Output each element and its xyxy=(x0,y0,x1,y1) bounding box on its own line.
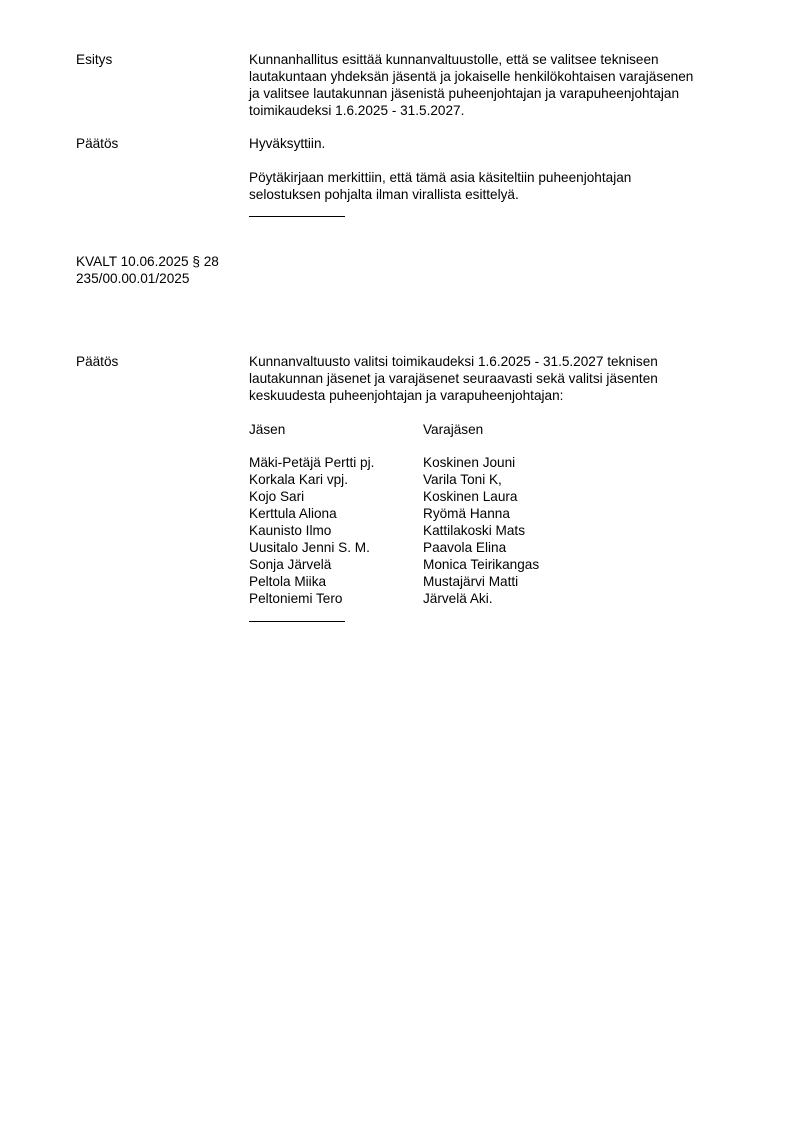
esitys-line: lautakuntaan yhdeksän jäsentä ja jokaiselle henkilökohtaisen varajäsenen xyxy=(249,69,694,84)
esitys-line: Kunnanhallitus esittää kunnanvaltuustolle, että se valitsee tekniseen xyxy=(249,52,659,67)
paatos-line: Kunnanvaltuusto valitsi toimikaudeksi 1.6.2025 - 31.5.2027 teknisen xyxy=(249,354,658,369)
deputy-name: Varila Toni K, xyxy=(423,472,502,487)
esitys-line: ja valitsee lautakunnan jäsenistä puheenjohtajan ja varapuheenjohtajan xyxy=(249,86,680,101)
member-row xyxy=(249,505,539,522)
paatos-line: lautakunnan jäsenet ja varajäsenet seuraavasti sekä valitsi jäsenten xyxy=(249,371,658,386)
member-name: Peltoniemi Tero xyxy=(249,591,343,606)
diary-number: 235/00.00.01/2025 xyxy=(76,271,190,286)
paatos-label: Päätös xyxy=(76,136,119,151)
deputy-name: Kattilakoski Mats xyxy=(423,523,525,538)
member-row xyxy=(249,590,539,607)
paatos-note xyxy=(249,169,631,203)
member-row xyxy=(249,573,539,590)
member-name: Kaunisto Ilmo xyxy=(249,523,332,538)
deputy-name: Ryömä Hanna xyxy=(423,506,510,521)
member-row xyxy=(249,522,539,539)
paatos-line: keskuudesta puheenjohtajan ja varapuheenjohtajan: xyxy=(249,388,564,403)
deputy-name: Koskinen Laura xyxy=(423,489,518,504)
member-row xyxy=(249,556,539,573)
member-row xyxy=(249,471,539,488)
meeting-reference: KVALT 10.06.2025 § 28 xyxy=(76,254,219,269)
member-row xyxy=(249,488,539,505)
member-name: Sonja Järvelä xyxy=(249,557,332,572)
paatos-accepted: Hyväksyttiin. xyxy=(249,136,326,151)
member-column-header: Jäsen xyxy=(249,422,286,437)
deputy-name: Koskinen Jouni xyxy=(423,455,516,470)
member-name: Kerttula Aliona xyxy=(249,506,337,521)
paatos-label: Päätös xyxy=(76,354,119,369)
member-name: Peltola Miika xyxy=(249,574,327,589)
deputy-name: Paavola Elina xyxy=(423,540,507,555)
esitys-text xyxy=(249,51,693,119)
deputy-name: Järvelä Aki. xyxy=(423,591,493,606)
member-row xyxy=(249,454,539,471)
esitys-line: toimikaudeksi 1.6.2025 - 31.5.2027. xyxy=(249,103,465,118)
member-name: Korkala Kari vpj. xyxy=(249,472,348,487)
paatos-note-line: selostuksen pohjalta ilman virallista esittelyä. xyxy=(249,187,519,202)
deputy-name: Mustajärvi Matti xyxy=(423,574,519,589)
deputy-column-header: Varajäsen xyxy=(423,422,484,437)
paatos-text xyxy=(249,353,658,404)
member-name: Uusitalo Jenni S. M. xyxy=(249,540,370,555)
section-divider xyxy=(249,216,345,217)
section-divider xyxy=(249,621,345,622)
paatos-note-line: Pöytäkirjaan merkittiin, että tämä asia käsiteltiin puheenjohtajan xyxy=(249,170,632,185)
member-name: Kojo Sari xyxy=(249,489,305,504)
member-row xyxy=(249,539,539,556)
esitys-label: Esitys xyxy=(76,52,113,67)
member-list xyxy=(249,454,539,607)
member-name: Mäki-Petäjä Pertti pj. xyxy=(249,455,375,470)
deputy-name: Monica Teirikangas xyxy=(423,557,540,572)
